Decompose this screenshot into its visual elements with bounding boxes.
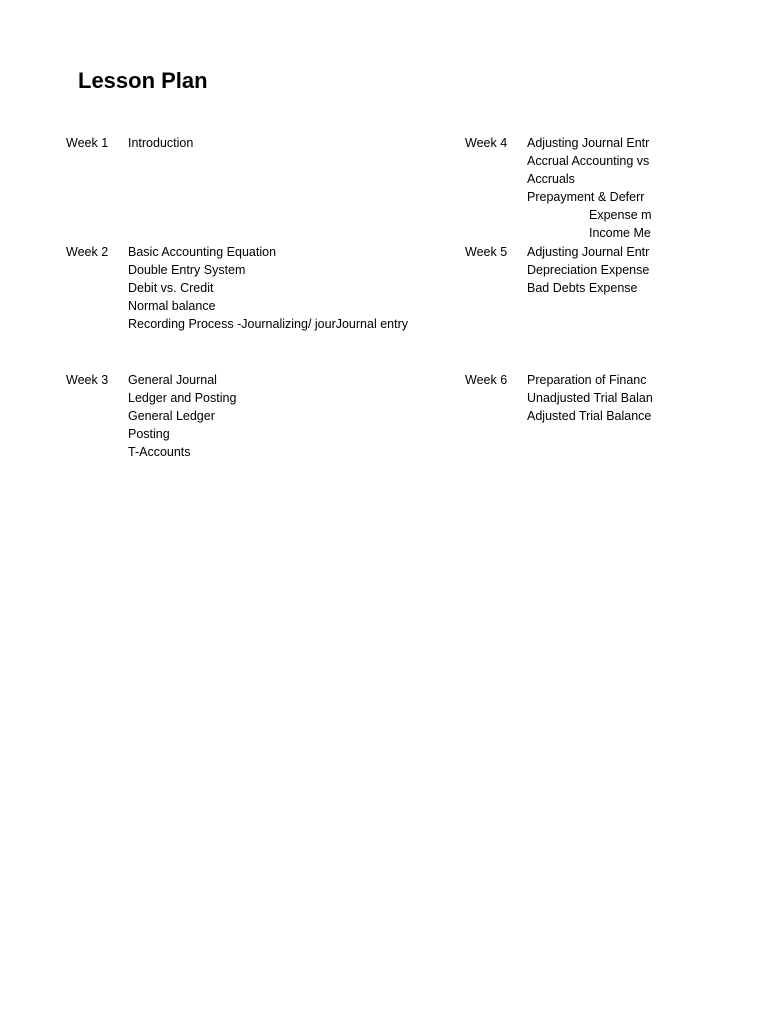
topic-item: Prepayment & Deferr [527, 190, 645, 204]
topic-item: General Ledger [128, 409, 215, 423]
topic-item: Posting [128, 427, 170, 441]
week-4-topics [527, 134, 653, 242]
week-3-label: Week 3 [66, 373, 109, 387]
topic-item: T-Accounts [128, 445, 191, 459]
week-1-label: Week 1 [66, 136, 109, 150]
week-1-topics [128, 134, 193, 152]
topic-item: Introduction [128, 136, 194, 150]
week-2-label: Week 2 [66, 245, 109, 259]
topic-item: Bad Debts Expense [527, 281, 638, 295]
topic-item: Unadjusted Trial Balan [527, 391, 653, 405]
week-2-block [66, 243, 456, 343]
week-2-topics [128, 243, 408, 333]
topic-item: Adjusted Trial Balance [527, 409, 652, 423]
week-5-label: Week 5 [465, 245, 508, 259]
topic-item: Preparation of Financ [527, 373, 647, 387]
page-title: Lesson Plan [78, 68, 208, 93]
topic-item: Ledger and Posting [128, 391, 237, 405]
week-5-topics [527, 243, 653, 297]
topic-item: Double Entry System [128, 263, 246, 277]
topic-item: Normal balance [128, 299, 216, 313]
topic-item: Adjusting Journal Entr [527, 136, 650, 150]
topic-item: Accruals [527, 172, 575, 186]
week-6-label: Week 6 [465, 373, 508, 387]
topic-item: Recording Process -Journalizing/ jourJournal entry [128, 317, 408, 331]
week-3-topics [128, 371, 236, 461]
week-3-block [66, 371, 436, 471]
week-4-label: Week 4 [465, 136, 508, 150]
topic-item: Debit vs. Credit [128, 281, 214, 295]
week-6-block [465, 371, 653, 431]
topic-item: Adjusting Journal Entr [527, 245, 650, 259]
week-4-block [465, 134, 653, 244]
week-1-block [66, 134, 436, 234]
week-6-topics [527, 371, 653, 425]
topic-item: Basic Accounting Equation [128, 245, 277, 259]
topic-item: Depreciation Expense [527, 263, 650, 277]
topic-item: General Journal [128, 373, 217, 387]
week-5-block [465, 243, 653, 303]
subtopic-item: Income Me [589, 226, 651, 240]
topic-item: Accrual Accounting vs [527, 154, 650, 168]
subtopic-item: Expense m [589, 208, 652, 222]
